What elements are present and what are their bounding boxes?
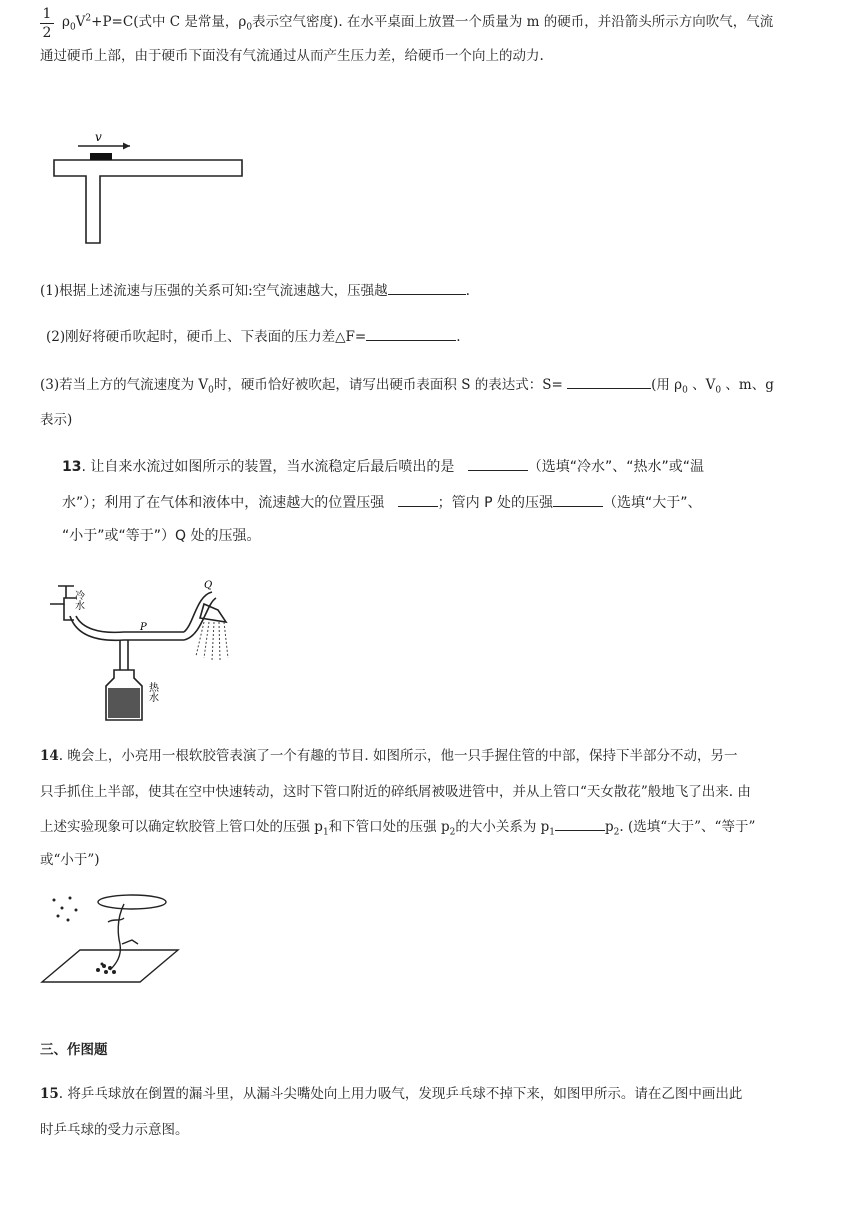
hot-water-label: 热水 bbox=[146, 682, 158, 702]
water-pipe-figure bbox=[44, 574, 244, 724]
intro-line-2: 通过硬币上部，由于硬币下面没有气流通过从而产生压力差，给硬币一个向上的动力. bbox=[40, 48, 544, 64]
coin bbox=[90, 153, 112, 160]
section-3-title: 三、作图题 bbox=[40, 1042, 108, 1058]
q15-line-1: 15. 将乒乓球放在倒置的漏斗里，从漏斗尖嘴处向上用力吸气，发现乒乓球不掉下来，如图甲所示。请在乙图中画出此 bbox=[40, 1086, 743, 1102]
fraction-one-half bbox=[40, 6, 54, 41]
point-p-label: P bbox=[140, 622, 147, 633]
q12-part1: (1)根据上述流速与压强的关系可知:空气流速越大，压强越 . bbox=[40, 280, 830, 301]
q13-line-2: 水”）；利用了在气体和液体中，流速越大的位置压强 ；管内 P 处的压强 （选填“大于”、 bbox=[62, 492, 830, 513]
q14-line-1: 14. 晚会上，小亮用一根软胶管表演了一个有趣的节目. 如图所示，他一只手握住管的中部，保持下半部分不动，另一 bbox=[40, 748, 738, 764]
q13-line-3: “小于”或“等于”）Q 处的压强。 bbox=[62, 528, 261, 544]
fraction-denominator: 2 bbox=[42, 25, 52, 41]
point-q-label: Q bbox=[204, 580, 213, 591]
intro-line-1: $\rho_0V^2+P=C$(式中 C 是常量，$\rho_0$表示空气密度). 在水平桌面上放置一个质量为 m 的硬币，并沿箭头所示方向吹气，气流 bbox=[62, 13, 774, 33]
cold-water-label: 冷水 bbox=[72, 590, 84, 610]
q14-line-2: 只手抓住上半部，使其在空中快速转动，这时下管口附近的碎纸屑被吸进管中，并从上管口“天女散花”般地飞了出来. 由 bbox=[40, 784, 751, 800]
q14-line-4: 或“小于”) bbox=[40, 852, 100, 868]
q15-line-2: 时乒乓球的受力示意图。 bbox=[40, 1122, 189, 1138]
q12-part2: (2)刚好将硬币吹起时，硬币上、下表面的压力差△F= . bbox=[46, 326, 830, 347]
coin-t-table-figure bbox=[52, 128, 247, 246]
spinning-hose-figure bbox=[40, 892, 182, 988]
fraction-numerator: 1 bbox=[42, 6, 52, 22]
q12-part3: (3)若当上方的气流速度为 $V_0$时，硬币恰好被吹起，请写出硬币表面积 S 的表达式：S= (用 $\rho_0$ 、$V_0$ 、m、g bbox=[40, 374, 830, 395]
velocity-label: v bbox=[95, 130, 102, 144]
q13-line-1: 13. 让自来水流过如图所示的装置，当水流稳定后最后喷出的是 （选填“冷水”、“热水”或“温 bbox=[62, 456, 830, 477]
q14-line-3: 上述实验现象可以确定软胶管上管口处的压强 $p_1$和下管口处的压强 $p_2$的大小关系为 $p_1$ $p_2$. (选填“大于”、“等于” bbox=[40, 816, 830, 837]
q12-part3-line2: 表示) bbox=[40, 412, 73, 428]
